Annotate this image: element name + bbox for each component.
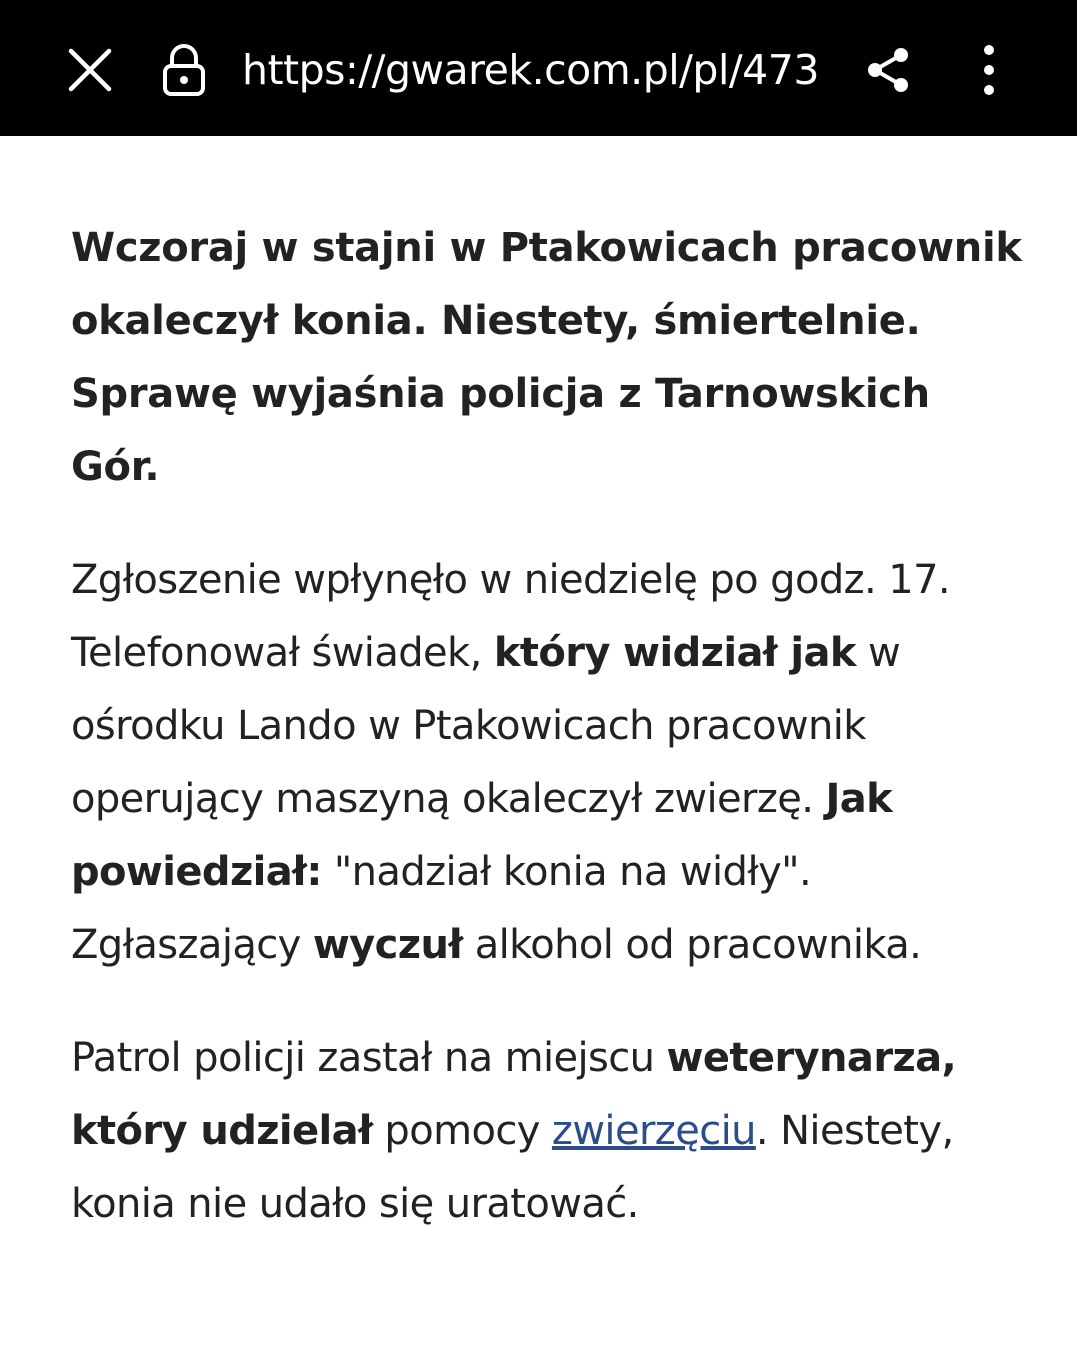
bold-span: wyczuł xyxy=(312,922,463,968)
article-paragraph-2 xyxy=(71,1022,1031,1241)
text-span: w ośrodku Lando w Ptakowicach pracownik operujący maszyną okaleczył zwierzę. xyxy=(71,630,901,822)
lock-icon[interactable] xyxy=(160,42,208,98)
text-span: Patrol policji zastał na miejscu xyxy=(71,1035,667,1081)
url-bar[interactable]: https://gwarek.com.pl/pl/473 xyxy=(242,46,819,94)
zwierzeciu-link[interactable]: zwierzęciu xyxy=(551,1108,756,1154)
text-span: Zgłoszenie wpłynęło w niedzielę po godz. 17. Telefonował świadek, xyxy=(71,557,951,676)
more-vertical-icon[interactable] xyxy=(974,42,1004,98)
close-icon[interactable] xyxy=(60,40,120,100)
article-paragraph-1 xyxy=(71,544,1031,982)
share-icon[interactable] xyxy=(862,44,914,96)
browser-toolbar xyxy=(0,0,1077,136)
text-span: . Niestety, konia nie udało się uratować. xyxy=(71,1108,954,1227)
text-span: alkohol od pracownika. xyxy=(462,922,922,968)
text-span: pomocy xyxy=(372,1108,552,1154)
bold-span: weterynarza, który udzielał xyxy=(71,1035,957,1154)
bold-span: który widział jak xyxy=(493,630,856,676)
article-lead: Wczoraj w stajni w Ptakowicach pracownik okaleczył konia. Niestety, śmiertelnie. Sprawę wyjaśnia policja z Tarnowskich Gór. xyxy=(71,225,1022,490)
bold-span: Jak powiedział: xyxy=(71,776,893,895)
text-span: "nadział konia na widły". Zgłaszający xyxy=(71,849,812,968)
article-body xyxy=(71,212,1031,1281)
